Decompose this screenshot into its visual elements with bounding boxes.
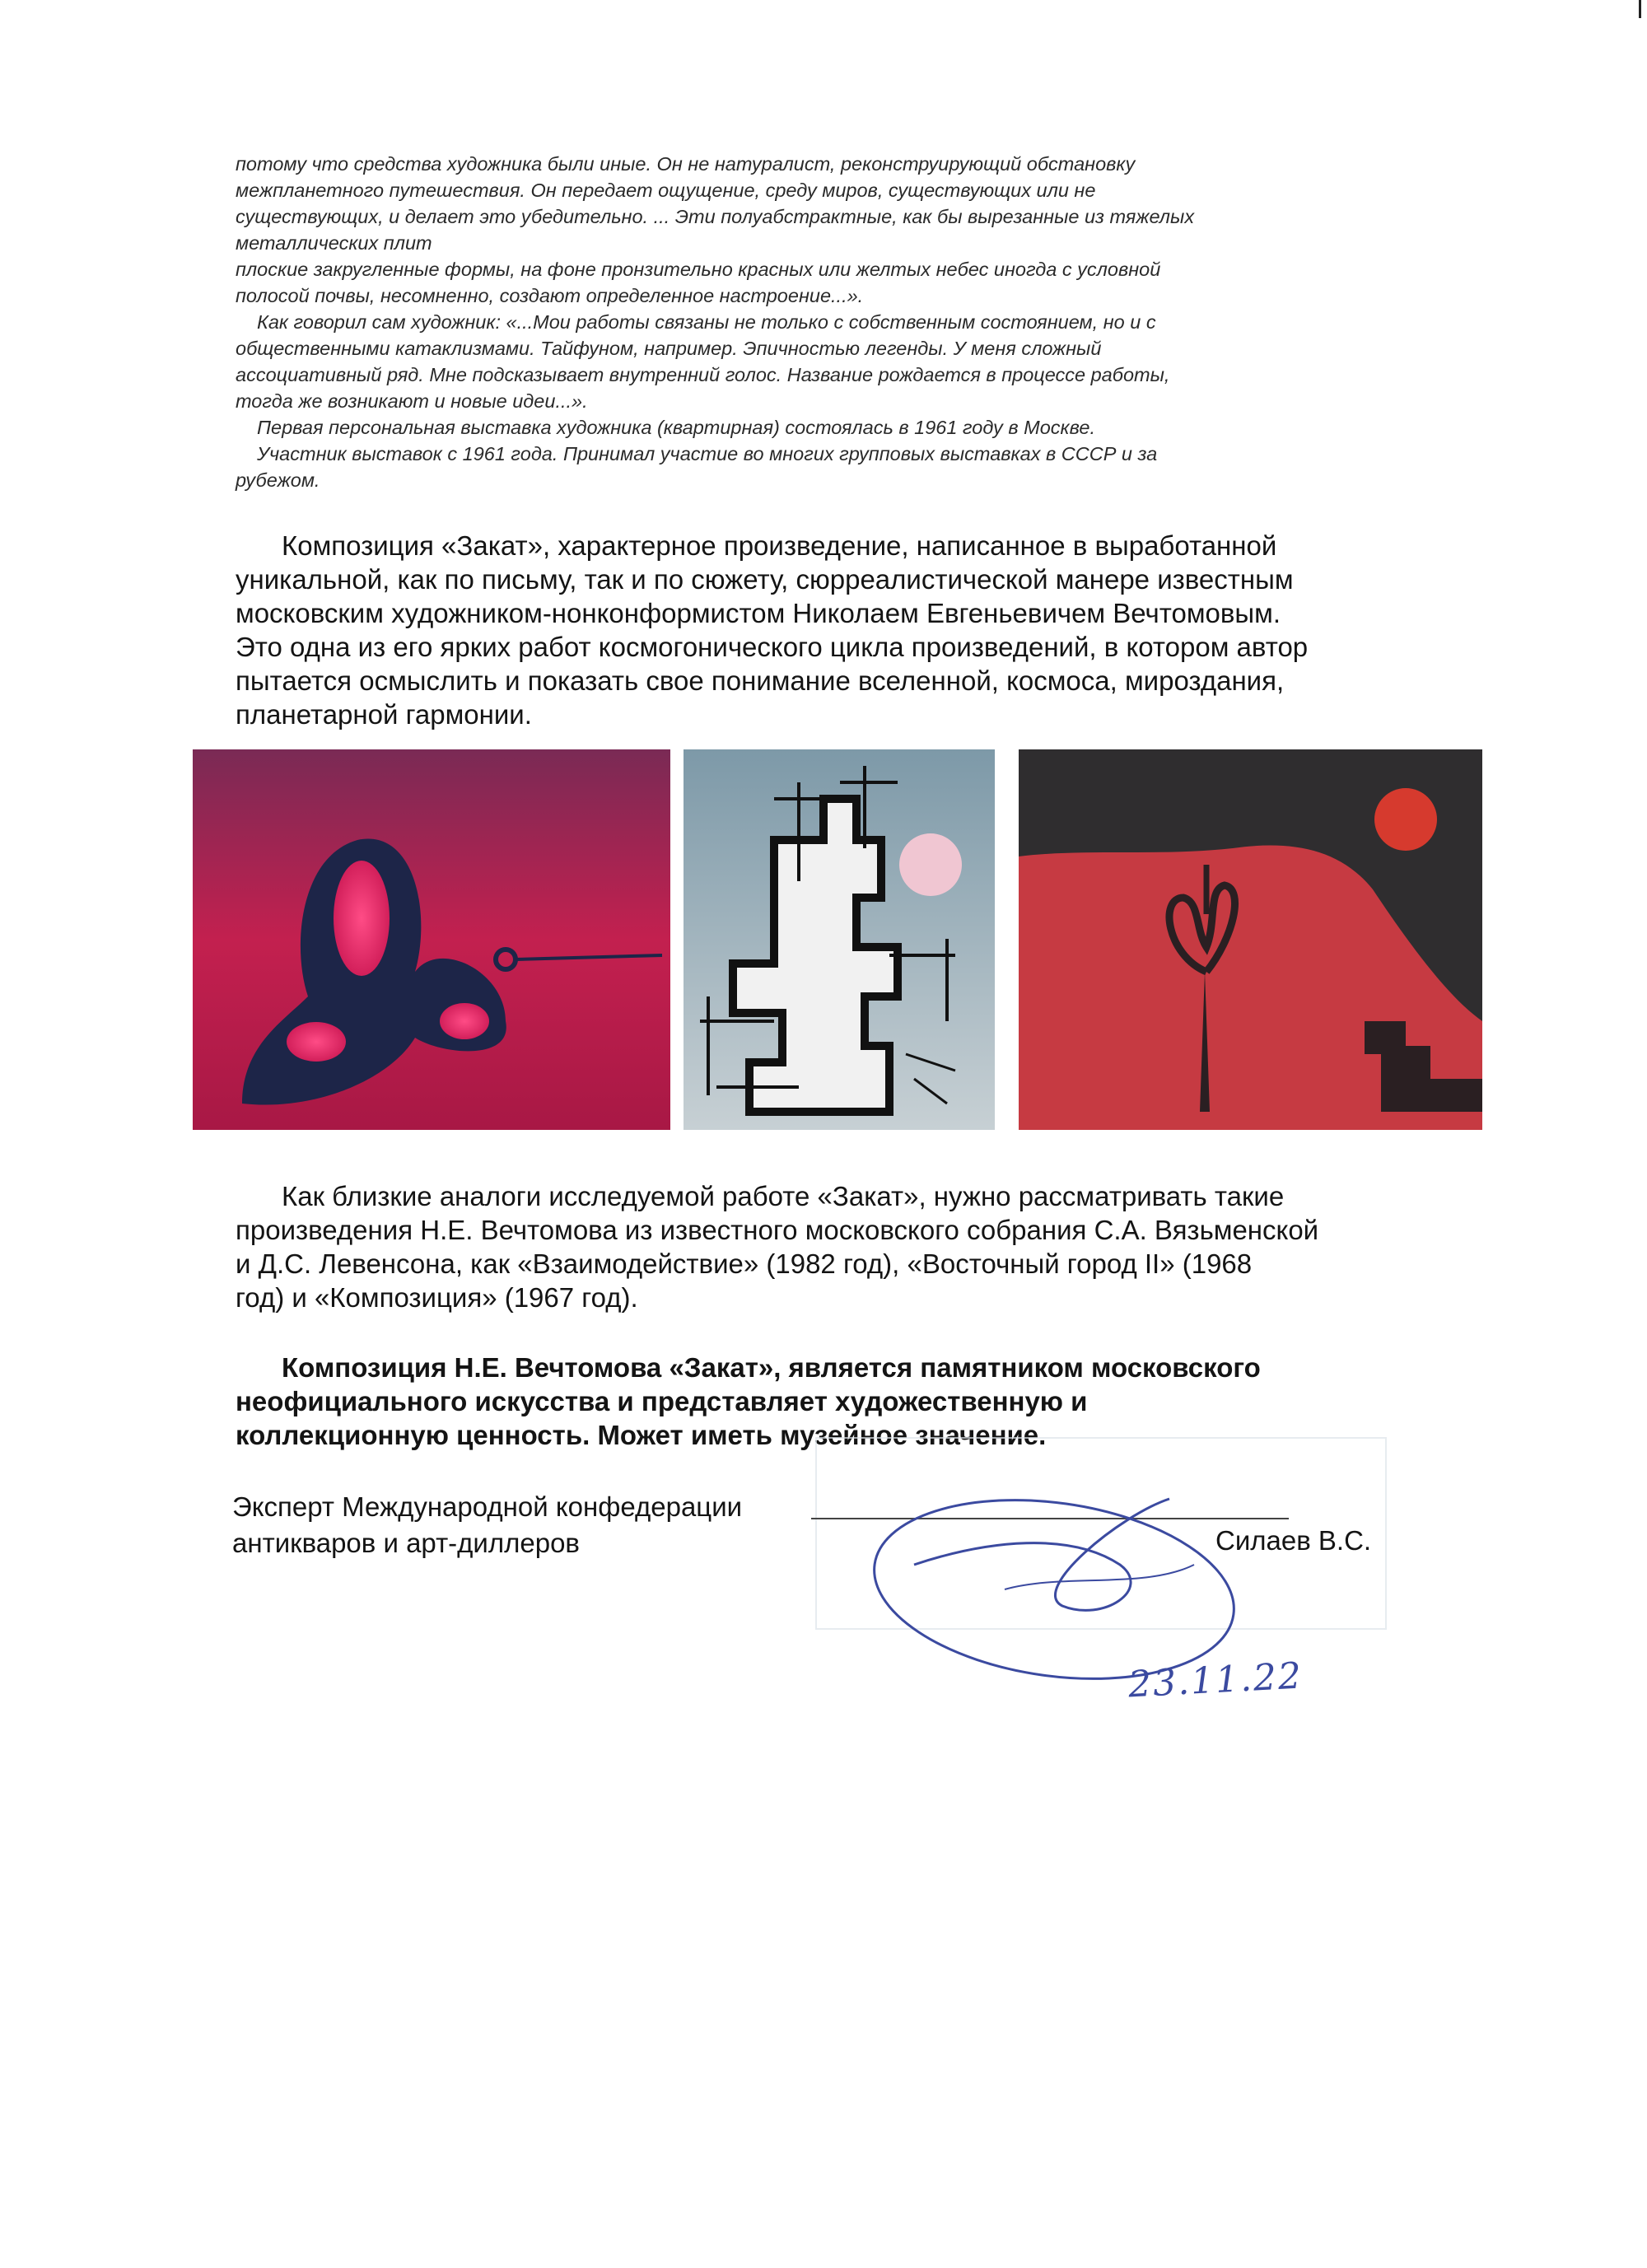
paragraph-line: пытается осмыслить и показать свое понимание вселенной, космоса, мироздания, [236,665,1285,696]
paragraph-line: планетарной гармонии. [236,699,532,730]
paragraph-line: Композиция «Закат», характерное произведение, написанное в выработанной [282,530,1277,561]
analogues-paragraph [236,1179,1495,1314]
quote-line: рубежом. [236,469,320,491]
quote-line: Первая персональная выставка художника (квартирная) состоялась в 1961 году в Москве. [257,417,1095,438]
handwritten-date: 23.11.22 [1127,1654,1304,1706]
quote-line: полосой почвы, несомненно, создают определенное настроение...». [236,285,864,306]
scan-edge-mark [1639,0,1641,18]
expert-title-line: Эксперт Международной конфедерации [232,1491,743,1522]
paragraph-line: произведения Н.Е. Вечтомова из известного московского собрания С.А. Вязьменской [236,1215,1319,1245]
paragraph-line: год) и «Композиция» (1967 год). [236,1282,638,1313]
painting-image-2 [684,749,995,1130]
quote-line: межпланетного путешествия. Он передает ощущение, среду миров, существующих или не [236,180,1096,201]
quote-line: ассоциативный ряд. Мне подсказывает внутренний голос. Название рождается в процессе работы, [236,364,1170,385]
expert-name: Силаев В.С. [1215,1525,1372,1556]
description-paragraph [236,529,1495,731]
paragraph-line: Это одна из его ярких работ космогонического цикла произведений, в котором автор [236,632,1309,662]
quote-line: тогда же возникают и новые идеи...». [236,390,588,412]
paragraph-line: Композиция Н.Е. Вечтомова «Закат», является памятником московского [282,1352,1261,1383]
quote-line: Участник выставок с 1961 года. Принимал участие во многих групповых выставках в СССР и за [257,443,1158,464]
quote-line: Как говорил сам художник: «...Мои работы связаны не только с собственным состоянием, но и с [257,311,1156,333]
italic-quote-block [236,151,1405,493]
paragraph-line: неофициального искусства и представляет художественную и [236,1386,1088,1416]
paragraph-line: уникальной, как по письму, так и по сюжету, сюрреалистической манере известным [236,564,1294,595]
paragraph-line: Как близкие аналоги исследуемой работе «Закат», нужно рассматривать такие [282,1181,1285,1211]
painting-image-3 [1019,749,1482,1130]
quote-line: существующих, и делает это убедительно. ... Эти полуабстрактные, как бы вырезанные из тяжелых [236,206,1195,227]
quote-line: плоские закругленные формы, на фоне пронзительно красных или желтых небес иногда с условной [236,259,1161,280]
painting-image-1 [193,749,670,1130]
quote-line: потому что средства художника были иные. Он не натуралист, реконструирующий обстановку [236,153,1136,175]
expert-title [232,1489,742,1561]
paragraph-line: коллекционную ценность. Может иметь музейное значение. [236,1420,1047,1450]
expert-title-line: антикваров и арт-диллеров [232,1528,580,1558]
quote-line: металлических плит [236,232,432,254]
paragraph-line: и Д.С. Левенсона, как «Взаимодействие» (1982 год), «Восточный город II» (1968 [236,1248,1253,1279]
quote-line: общественными катаклизмами. Тайфуном, например. Эпичностью легенды. У меня сложный [236,338,1102,359]
paragraph-line: московским художником-нонконформистом Николаем Евгеньевичем Вечтомовым. [236,598,1281,628]
